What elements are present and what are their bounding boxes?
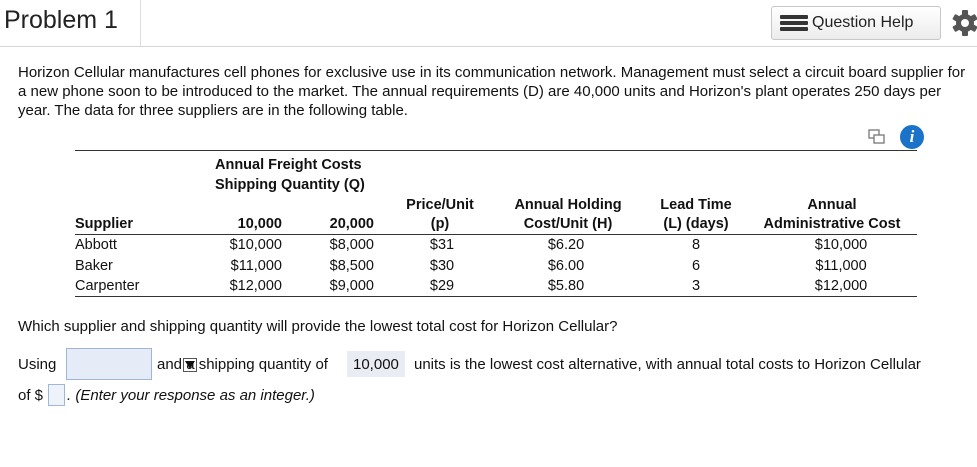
row-price: $31 — [429, 237, 455, 253]
row-holding: $6.00 — [547, 258, 585, 274]
row-admin: $11,000 — [815, 258, 867, 274]
row-admin: $12,000 — [814, 278, 868, 294]
row-supplier: Carpenter — [75, 278, 140, 294]
row-price: $29 — [429, 278, 455, 294]
row-lead: 6 — [691, 258, 701, 274]
quantity-prefix: and a shipping quantity of — [157, 356, 328, 373]
q1-header: 10,000 — [237, 216, 282, 232]
row-supplier: Baker — [75, 258, 113, 274]
gear-icon[interactable] — [952, 8, 977, 38]
row-holding: $5.80 — [547, 278, 585, 294]
integer-hint: . (Enter your response as an integer.) — [67, 387, 315, 404]
supplier-header: Supplier — [75, 216, 134, 232]
answer-tail-text: units is the lowest cost alternative, with annual total costs to Horizon Cellular — [414, 356, 921, 373]
question-text: Which supplier and shipping quantity will provide the lowest total cost for Horizon Cellular? — [18, 318, 618, 335]
lead-header-line1: Lead Time — [660, 197, 732, 213]
copy-icon[interactable] — [868, 129, 886, 145]
info-icon[interactable]: i — [900, 125, 924, 149]
total-cost-input[interactable] — [48, 384, 65, 406]
row-q2: $8,000 — [329, 237, 374, 253]
freight-header-line1: Annual Freight Costs — [215, 157, 362, 173]
holding-header-line1: Annual Holding — [514, 197, 622, 213]
row-q2: $8,500 — [329, 258, 374, 274]
row-admin: $10,000 — [814, 237, 868, 253]
shipping-quantity-value: 10,000 — [347, 351, 405, 377]
q2-header: 20,000 — [329, 216, 374, 232]
price-header-line2: (p) — [430, 216, 450, 232]
supplier-table — [75, 150, 917, 300]
freight-header-line2: Shipping Quantity (Q) — [215, 177, 365, 193]
answer-line-1 — [18, 348, 973, 380]
admin-header-line2: Administrative Cost — [763, 216, 901, 232]
table-bottom-rule — [75, 296, 917, 297]
row-supplier: Abbott — [75, 237, 117, 253]
question-help-button[interactable] — [771, 6, 941, 40]
row-q1: $12,000 — [229, 278, 282, 294]
row-lead: 3 — [691, 278, 701, 294]
supplier-select[interactable] — [66, 348, 152, 380]
lead-header-line2: (L) (days) — [663, 216, 729, 232]
row-q1: $11,000 — [230, 258, 282, 274]
using-label: Using — [18, 356, 57, 373]
row-holding: $6.20 — [547, 237, 585, 253]
row-q1: $10,000 — [229, 237, 282, 253]
page-title: Problem 1 — [4, 6, 118, 34]
row-lead: 8 — [691, 237, 701, 253]
title-divider — [140, 0, 141, 46]
header — [0, 0, 977, 46]
table-top-rule — [75, 150, 917, 151]
price-header-line1: Price/Unit — [406, 197, 474, 213]
header-rule — [75, 234, 917, 235]
holding-header-line2: Cost/Unit (H) — [523, 216, 613, 232]
header-divider — [0, 46, 977, 47]
toolbar-icons — [868, 124, 924, 150]
problem-statement: Horizon Cellular manufactures cell phones for exclusive use in its communication network. Management must select a circuit board supplier for a new phone soon to be introduced to the market. The annual requirements (D) are 40,000 units and Horizon's plant operates 250 days per year. The data for three suppliers are in the following table. — [18, 64, 966, 119]
row-price: $30 — [429, 258, 455, 274]
list-icon — [780, 14, 808, 32]
total-cost-prefix: of $ — [18, 387, 44, 404]
admin-header-line1: Annual — [807, 197, 857, 213]
row-q2: $9,000 — [329, 278, 374, 294]
question-help-label: Question Help — [812, 14, 914, 31]
